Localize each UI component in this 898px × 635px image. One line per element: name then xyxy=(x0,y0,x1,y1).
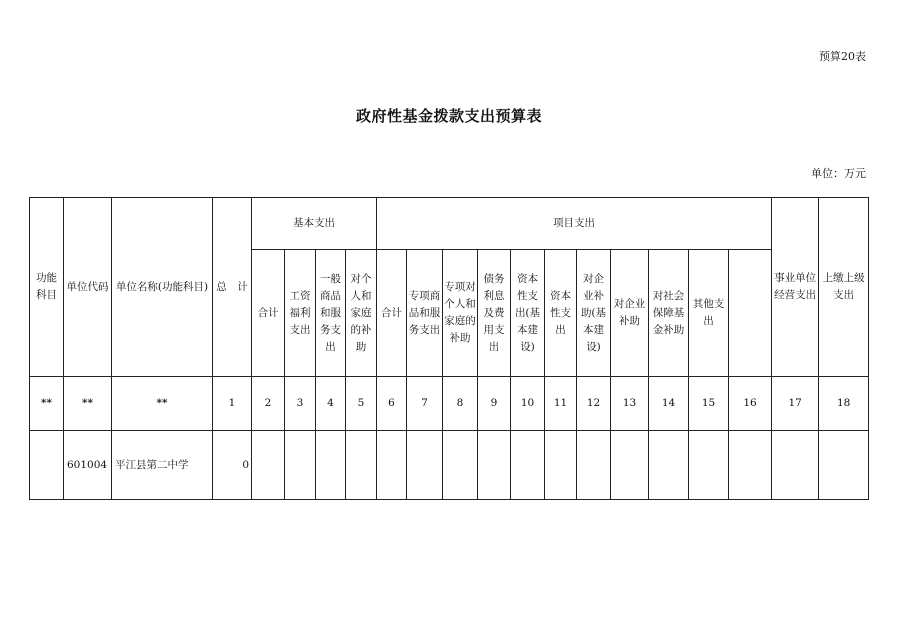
index-cell: 10 xyxy=(511,377,545,431)
index-cell: 12 xyxy=(577,377,611,431)
row-cell xyxy=(316,431,346,500)
unit-label: 单位：万元 xyxy=(811,167,866,180)
page-title: 政府性基金拨款支出预算表 xyxy=(355,107,542,125)
table-number: 预算20表 xyxy=(819,50,866,63)
row-cell xyxy=(285,431,316,500)
index-cell: 8 xyxy=(443,377,478,431)
row-cell xyxy=(689,431,729,500)
header-biz-ops: 事业单位经营支出 xyxy=(772,198,819,377)
header-basic-wages: 工资福利支出 xyxy=(285,250,316,377)
header-basic-personal: 对个人和家庭的补助 xyxy=(346,250,377,377)
header-upper-pay: 上缴上级支出 xyxy=(819,198,869,377)
header-proj-personal: 专项对个人和家庭的补助 xyxy=(443,250,478,377)
row-unit-code: 601004 xyxy=(64,431,112,500)
table-row xyxy=(30,431,869,500)
index-cell: 5 xyxy=(346,377,377,431)
row-cell xyxy=(407,431,443,500)
header-proj-capital: 资本性支出 xyxy=(545,250,577,377)
index-cell: 11 xyxy=(545,377,577,431)
header-unit-code: 单位代码 xyxy=(64,198,112,377)
index-cell: 18 xyxy=(819,377,869,431)
header-proj-other: 其他支出 xyxy=(689,250,729,377)
index-cell: 9 xyxy=(478,377,511,431)
row-cell xyxy=(819,431,869,500)
header-project: 项目支出 xyxy=(377,198,772,250)
header-proj-capital-basic: 资本性支出(基本建设) xyxy=(511,250,545,377)
header-proj-debt: 债务利息及费用支出 xyxy=(478,250,511,377)
index-cell: 13 xyxy=(611,377,649,431)
header-proj-social: 对社会保障基金补助 xyxy=(649,250,689,377)
index-cell: 14 xyxy=(649,377,689,431)
index-cell: ** xyxy=(64,377,112,431)
index-cell: 16 xyxy=(729,377,772,431)
index-cell: 6 xyxy=(377,377,407,431)
index-cell: ** xyxy=(112,377,213,431)
row-cell xyxy=(252,431,285,500)
header-total: 总 计 xyxy=(213,198,252,377)
index-cell: 1 xyxy=(213,377,252,431)
index-cell: 2 xyxy=(252,377,285,431)
index-cell: 3 xyxy=(285,377,316,431)
row-cell xyxy=(346,431,377,500)
header-basic: 基本支出 xyxy=(252,198,377,250)
index-cell: ** xyxy=(30,377,64,431)
row-cell xyxy=(772,431,819,500)
row-cell xyxy=(377,431,407,500)
index-cell: 17 xyxy=(772,377,819,431)
index-cell: 7 xyxy=(407,377,443,431)
header-proj-goods: 专项商品和服务支出 xyxy=(407,250,443,377)
header-proj-enterprise-basic: 对企业补助(基本建设) xyxy=(577,250,611,377)
index-cell: 15 xyxy=(689,377,729,431)
row-cell xyxy=(511,431,545,500)
row-cell xyxy=(649,431,689,500)
header-basic-sum: 合计 xyxy=(252,250,285,377)
index-row xyxy=(30,377,869,431)
header-func-subject: 功能科目 xyxy=(30,198,64,377)
header-unit-name: 单位名称(功能科目) xyxy=(112,198,213,377)
row-unit-name: 平江县第二中学 xyxy=(112,431,213,500)
budget-table xyxy=(29,197,869,500)
row-total: 0 xyxy=(213,431,252,500)
row-func-subject xyxy=(30,431,64,500)
index-cell: 4 xyxy=(316,377,346,431)
row-cell xyxy=(729,431,772,500)
header-proj-enterprise: 对企业补助 xyxy=(611,250,649,377)
row-cell xyxy=(611,431,649,500)
header-proj-sum: 合计 xyxy=(377,250,407,377)
row-cell xyxy=(443,431,478,500)
header-basic-goods: 一般商品和服务支出 xyxy=(316,250,346,377)
row-cell xyxy=(545,431,577,500)
row-cell xyxy=(478,431,511,500)
row-cell xyxy=(577,431,611,500)
